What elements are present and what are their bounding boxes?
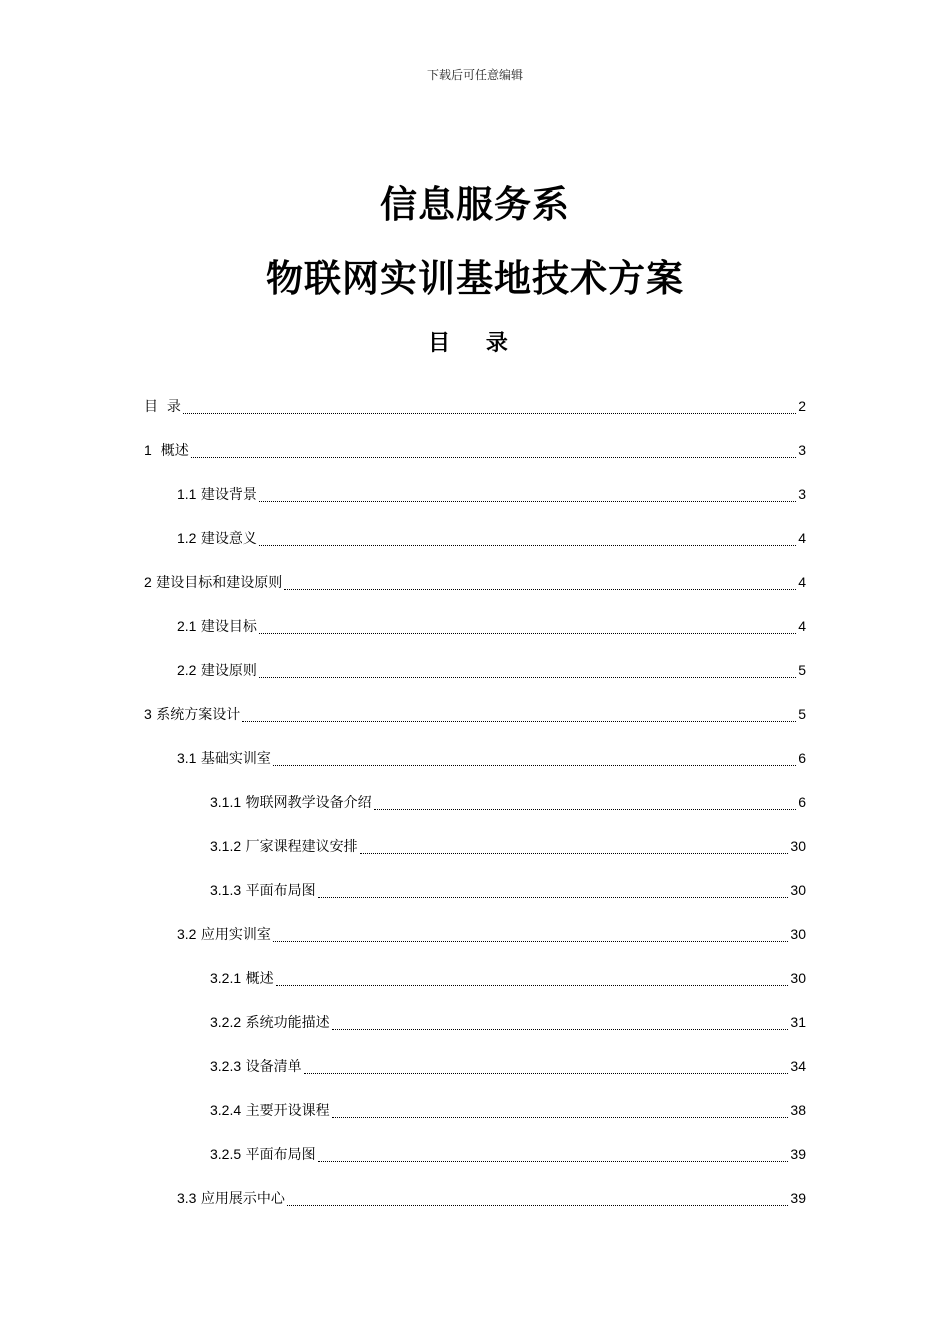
toc-entry[interactable] [177, 924, 806, 946]
toc-dot-leader [332, 1117, 789, 1118]
toc-entry[interactable] [210, 1144, 806, 1166]
toc-entry-text: 系统功能描述 [241, 1015, 330, 1031]
toc-entry-text: 建设意义 [196, 531, 257, 547]
toc-dot-leader [374, 809, 797, 810]
toc-entry-number: 1.2 [177, 530, 197, 546]
page-header-note: 下载后可任意编辑 [426, 68, 523, 82]
toc-entry-page: 6 [798, 750, 806, 766]
toc-entry[interactable] [144, 704, 806, 726]
toc-entry-page: 4 [798, 530, 806, 546]
toc-entry-page: 30 [790, 882, 806, 898]
toc-dot-leader [287, 1205, 789, 1206]
toc-entry-text: 应用实训室 [196, 927, 271, 943]
toc-entry-page: 3 [798, 486, 806, 502]
toc-dot-leader [183, 413, 796, 414]
toc-entry-text: 基础实训室 [196, 751, 271, 767]
toc-entry[interactable] [210, 836, 806, 858]
toc-entry-label [144, 704, 240, 724]
toc-entry-text: 概述 [151, 443, 189, 459]
toc-dot-leader [276, 985, 789, 986]
toc-entry-number: 3.1.2 [210, 838, 242, 854]
toc-entry-number: 1.1 [177, 486, 197, 502]
toc-entry[interactable] [177, 748, 806, 770]
toc-entry-label [210, 1012, 330, 1032]
toc-entry-page: 38 [790, 1102, 806, 1118]
toc-entry-number: 3.2.1 [210, 970, 242, 986]
toc-entry-number: 3.2 [177, 926, 197, 942]
toc-entry-number: 3.1.1 [210, 794, 242, 810]
toc-entry-label [210, 880, 316, 900]
toc-entry-page: 39 [790, 1146, 806, 1162]
toc-entry-label [177, 616, 257, 636]
toc-entry-label [177, 660, 257, 680]
toc-dot-leader [259, 633, 796, 634]
toc-entry-label [210, 1144, 316, 1164]
toc-entry-number: 3 [144, 706, 152, 722]
toc-dot-leader [191, 457, 797, 458]
toc-entry-label [144, 572, 282, 592]
toc-entry-label [144, 396, 181, 416]
toc-entry-page: 39 [790, 1190, 806, 1206]
toc-entry[interactable] [177, 528, 806, 550]
toc-entry-label [177, 484, 257, 504]
toc-entry-number: 3.3 [177, 1190, 197, 1206]
toc-entry-text: 厂家课程建议安排 [241, 839, 358, 855]
toc-entry-page: 30 [790, 970, 806, 986]
toc-dot-leader [332, 1029, 789, 1030]
toc-entry-number: 3.2.4 [210, 1102, 242, 1118]
toc-dot-leader [284, 589, 796, 590]
toc-entry[interactable] [177, 660, 806, 682]
toc-entry-text: 建设原则 [196, 663, 257, 679]
toc-dot-leader [318, 897, 789, 898]
toc-dot-leader [259, 501, 796, 502]
toc-entry-label [144, 440, 189, 460]
toc-entry-page: 31 [790, 1014, 806, 1030]
toc-entry-number: 3.2.3 [210, 1058, 242, 1074]
toc-entry-text: 设备清单 [241, 1059, 302, 1075]
toc-entry[interactable] [210, 1056, 806, 1078]
toc-entry[interactable] [144, 572, 806, 594]
toc-entry-label [210, 1100, 330, 1120]
toc-entry-page: 3 [798, 442, 806, 458]
toc-entry-page: 4 [798, 618, 806, 634]
toc-entry-number: 2 [144, 574, 152, 590]
toc-entry-number: 2.2 [177, 662, 197, 678]
toc-entry[interactable] [210, 1100, 806, 1122]
toc-dot-leader [304, 1073, 789, 1074]
toc-entry-text: 目 录 [144, 399, 181, 415]
toc-dot-leader [273, 941, 789, 942]
toc-entry-label [210, 792, 372, 812]
toc-dot-leader [273, 765, 796, 766]
toc-entry-text: 建设目标 [196, 619, 257, 635]
toc-dot-leader [360, 853, 789, 854]
toc-entry-label [210, 1056, 302, 1076]
toc-entry-number: 3.1 [177, 750, 197, 766]
toc-entry-label [210, 968, 274, 988]
toc-entry-number: 3.2.5 [210, 1146, 242, 1162]
toc-entry[interactable] [210, 792, 806, 814]
document-title-line1: 信息服务系 [380, 183, 570, 226]
toc-dot-leader [318, 1161, 789, 1162]
toc-entry-text: 系统方案设计 [151, 707, 241, 723]
toc-entry-page: 6 [798, 794, 806, 810]
toc-entry-page: 34 [790, 1058, 806, 1074]
toc-entry[interactable] [144, 396, 806, 418]
toc-entry-number: 2.1 [177, 618, 197, 634]
toc-entry-text: 建设背景 [196, 487, 257, 503]
toc-dot-leader [259, 677, 796, 678]
toc-entry[interactable] [177, 616, 806, 638]
toc-entry-page: 5 [798, 662, 806, 678]
toc-entry-label [177, 924, 271, 944]
toc-entry-page: 4 [798, 574, 806, 590]
toc-entry-text: 建设目标和建设原则 [151, 575, 283, 591]
toc-entry-text: 主要开设课程 [241, 1103, 330, 1119]
toc-entry-label [210, 836, 358, 856]
toc-entry[interactable] [177, 1188, 806, 1210]
toc-entry[interactable] [210, 968, 806, 990]
toc-entry-text: 应用展示中心 [196, 1191, 285, 1207]
toc-entry[interactable] [210, 880, 806, 902]
document-title-line2: 物联网实训基地技术方案 [266, 257, 684, 300]
toc-dot-leader [242, 721, 796, 722]
toc-entry-number: 3.2.2 [210, 1014, 242, 1030]
toc-entry[interactable] [177, 484, 806, 506]
toc-entry-number: 1 [144, 442, 152, 458]
toc-entry-number: 3.1.3 [210, 882, 242, 898]
toc-entry-page: 5 [798, 706, 806, 722]
toc-entry-text: 概述 [241, 971, 274, 987]
toc-heading: 目 录 [428, 331, 522, 356]
toc-entry[interactable] [144, 440, 806, 462]
toc-entry-label [177, 528, 257, 548]
toc-entry-text: 物联网教学设备介绍 [241, 795, 372, 811]
toc-entry-text: 平面布局图 [241, 1147, 316, 1163]
toc-entry-page: 30 [790, 838, 806, 854]
toc-entry-label [177, 1188, 285, 1208]
toc-entry-label [177, 748, 271, 768]
toc-entry-text: 平面布局图 [241, 883, 316, 899]
toc-entry-page: 30 [790, 926, 806, 942]
toc-dot-leader [259, 545, 796, 546]
toc-entry[interactable] [210, 1012, 806, 1034]
toc-entry-page: 2 [798, 398, 806, 414]
